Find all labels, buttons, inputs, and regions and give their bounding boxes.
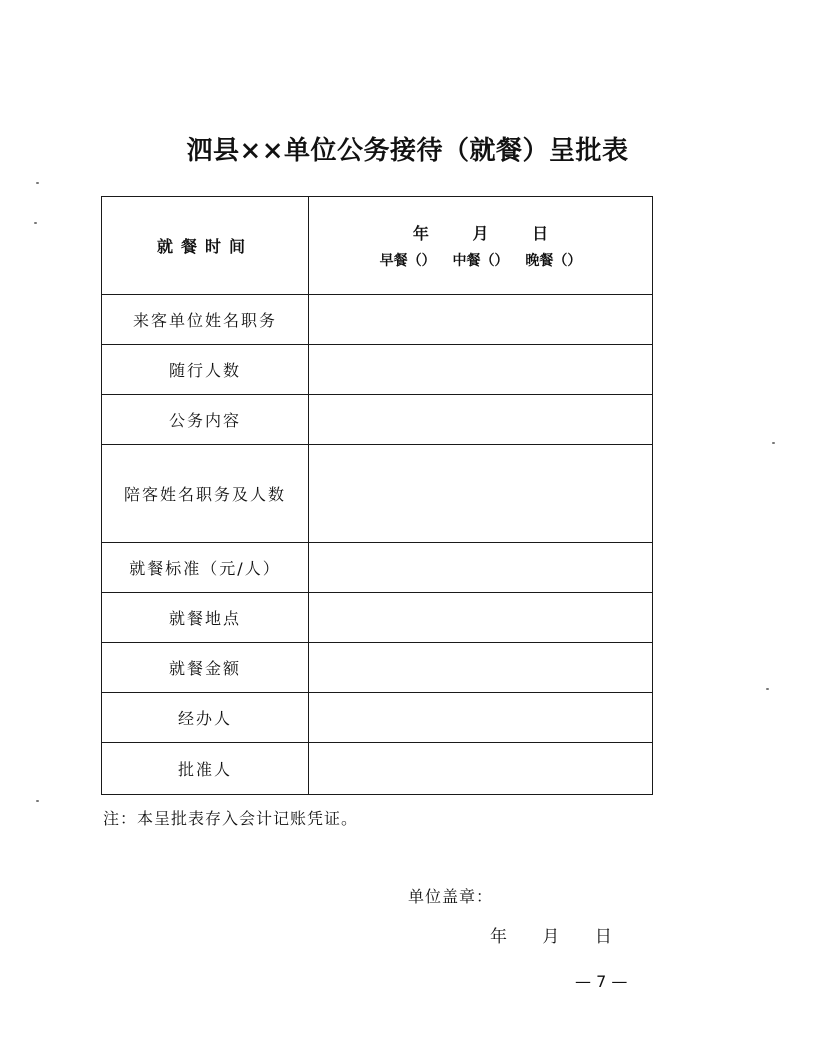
label-guest-unit: 来客单位姓名职务 (102, 295, 309, 345)
table-row-amount (102, 643, 653, 693)
label-handler: 经办人 (102, 693, 309, 743)
bottom-month-label: 月 (542, 927, 560, 947)
label-dining-time: 就餐时间 (102, 197, 309, 295)
scan-speck (766, 688, 769, 690)
bottom-year-label: 年 (490, 927, 507, 947)
table-row-entourage (102, 345, 653, 395)
dining-year-label: 年 (412, 224, 429, 243)
bottom-date (490, 922, 642, 947)
scan-speck (34, 222, 37, 224)
label-entourage: 随行人数 (102, 345, 309, 395)
label-location: 就餐地点 (102, 593, 309, 643)
label-standard: 就餐标准（元/人） (102, 543, 309, 593)
bottom-day-label: 日 (594, 927, 612, 947)
table-row-business (102, 395, 653, 445)
dining-date-line (309, 221, 652, 244)
table-row-dining-time (102, 197, 653, 295)
label-escort: 陪客姓名职务及人数 (102, 445, 309, 543)
meal-options (309, 250, 652, 270)
scan-speck (772, 442, 775, 444)
scan-speck (36, 182, 39, 184)
business-field[interactable] (309, 395, 653, 445)
dining-month-label: 月 (472, 224, 489, 243)
table-row-approver (102, 743, 653, 795)
table-row-location (102, 593, 653, 643)
form-title: 泗县××单位公务接待（就餐）呈批表 (186, 136, 629, 166)
amount-field[interactable] (309, 643, 653, 693)
approver-field[interactable] (309, 743, 653, 795)
location-field[interactable] (309, 593, 653, 643)
handler-field[interactable] (309, 693, 653, 743)
table-row-guest-unit (102, 295, 653, 345)
escort-field[interactable] (309, 445, 653, 543)
breakfast-option[interactable]: 早餐（） (379, 253, 436, 269)
label-approver: 批准人 (102, 743, 309, 795)
approval-form-table (101, 196, 653, 795)
dining-day-label: 日 (532, 224, 549, 243)
page-number: — 7 — (575, 972, 628, 991)
label-amount: 就餐金额 (102, 643, 309, 693)
dining-time-cell[interactable] (309, 197, 653, 295)
footnote: 注：本呈批表存入会计记账凭证。 (103, 809, 359, 828)
table-row-standard (102, 543, 653, 593)
guest-unit-field[interactable] (309, 295, 653, 345)
table-row-escort (102, 445, 653, 543)
dinner-option[interactable]: 晚餐（） (525, 253, 582, 269)
scan-speck (36, 800, 39, 802)
entourage-field[interactable] (309, 345, 653, 395)
table-row-handler (102, 693, 653, 743)
lunch-option[interactable]: 中餐（） (452, 253, 509, 269)
unit-stamp-label: 单位盖章： (408, 887, 494, 906)
standard-field[interactable] (309, 543, 653, 593)
label-business: 公务内容 (102, 395, 309, 445)
